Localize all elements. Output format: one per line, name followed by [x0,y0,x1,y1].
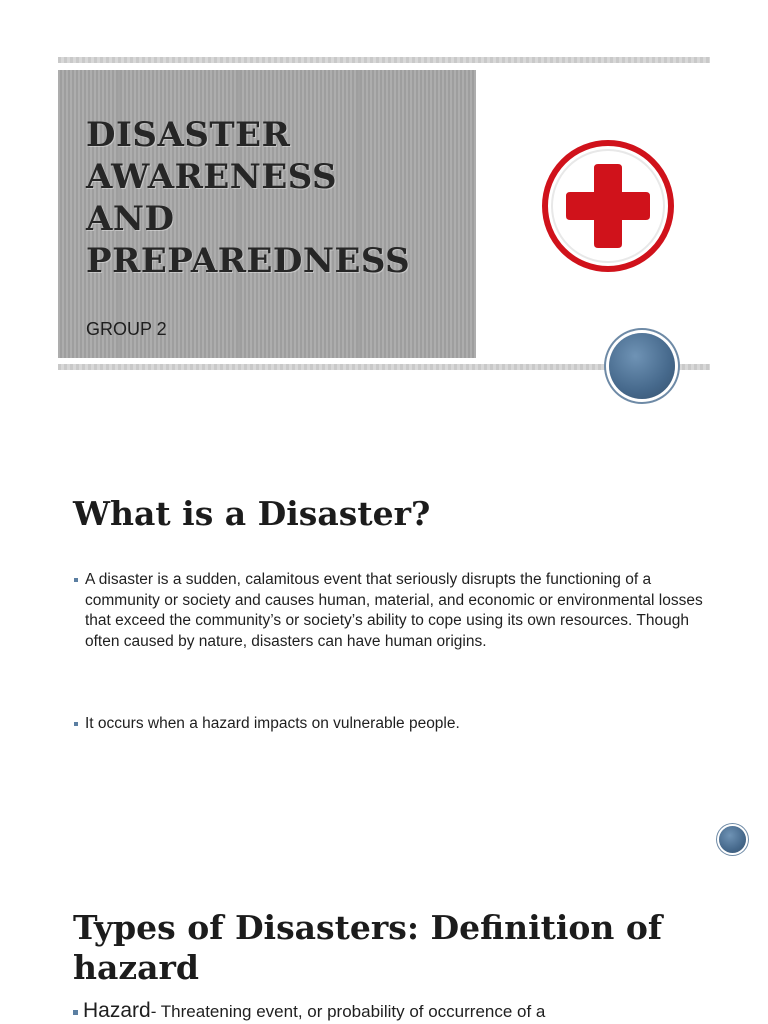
hazard-definition: - Threatening event, or probability of occurrence of a [150,1002,546,1021]
top-divider [58,57,710,63]
title-panel [58,70,476,358]
hazard-term: Hazard [83,999,151,1022]
slide-subtitle: GROUP 2 [86,319,167,339]
title-slide [0,0,768,420]
red-cross-icon [540,138,676,274]
bullet-item: It occurs when a hazard impacts on vulnerable people. [73,714,703,735]
slide-heading: Types of Disasters: Definition of hazard [73,908,663,987]
decorative-orb-icon [719,826,746,853]
title-line: AND [86,199,175,239]
bullet-list [73,570,703,652]
title-line: DISASTER [86,115,291,155]
slide-heading: What is a Disaster? [73,494,431,533]
bullet-list [73,714,703,735]
types-slide [0,870,768,1024]
decorative-orb-icon [609,333,675,399]
bullet-item [73,998,768,1024]
title-line: AWARENESS [86,157,338,197]
title-line: PREPAREDNESS [86,241,411,281]
definition-slide [0,420,768,870]
slide-title [86,114,410,282]
bullet-square-icon [73,1010,78,1015]
bullet-item: A disaster is a sudden, calamitous event that seriously disrupts the functioning of a community or society and causes human, material, and economic or environmental losses that exceed the community’s or society’s ability to cope using its own resources. Though often caused by nature, disasters can have human origins. [73,570,703,652]
